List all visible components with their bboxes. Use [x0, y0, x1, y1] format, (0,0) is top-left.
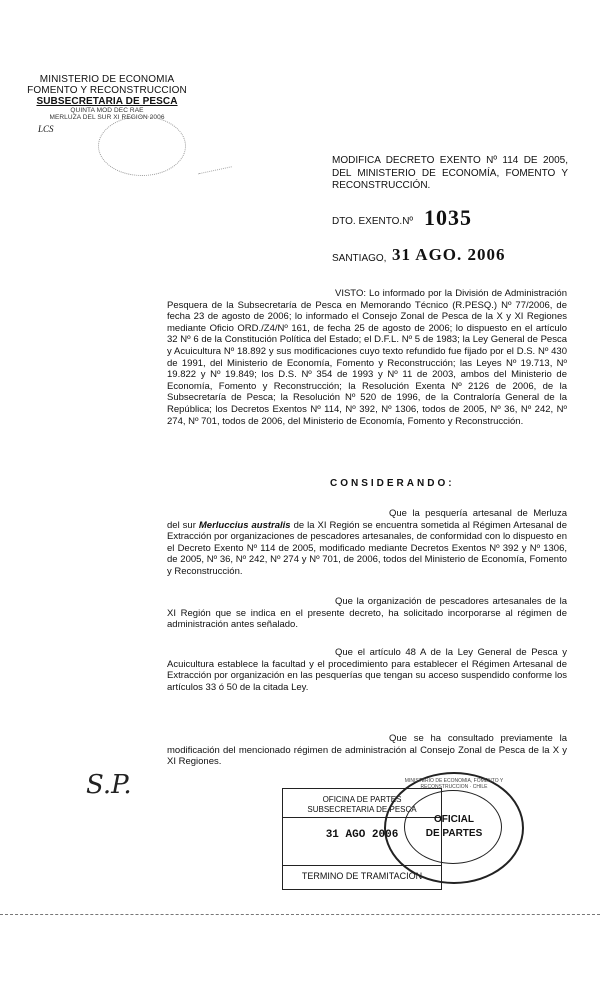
considerando-1	[167, 508, 567, 578]
decree-number-row	[332, 207, 568, 235]
stamp-date: 31 AGO 2006	[325, 829, 399, 841]
decree-date: 31 AGO. 2006	[392, 245, 506, 264]
decree-date-row	[332, 245, 568, 269]
faint-seal-mark	[194, 147, 232, 175]
c1-post: de la XI Región se encuentra sometida al Régimen Artesanal de Extracción por organizaciones de pescadores artesanales, de conformidad con lo dispuesto en el Decreto Exento Nº 114 de 2005, modificado mediante Decretos Exentos Nº 392 y Nº 1306, de 2005, Nº 36, Nº 242, Nº 274 y Nº 701, de 2006, todos del Ministerio de Economía, Fomento y Reconstrucción.	[167, 519, 567, 577]
considerando-3: Que el artículo 48 A de la Ley General de Pesca y Acuicultura establece la facultad y el procedimiento para establecer el Régimen Artesanal de Extracción por organización en las pesquerías que tengan su acceso suspendido conforme los artículos 33 ó 50 de la citada Ley.	[167, 647, 567, 693]
decree-title: MODIFICA DECRETO EXENTO Nº 114 DE 2005, DEL MINISTERIO DE ECONOMÍA, FOMENTO Y RECONSTRUCCIÓN.	[332, 155, 568, 191]
scan-edge-line	[0, 914, 600, 915]
considerando-heading: CONSIDERANDO:	[330, 478, 455, 489]
stamp-line1: OFICINA DE PARTES	[322, 795, 402, 804]
ministry-line1: MINISTERIO DE ECONOMIA	[39, 74, 175, 85]
ref-line1: QUINTA MOD DEC RAE	[70, 107, 144, 114]
considerando-2: Que la organización de pescadores artesanales de la XI Región que se indica en el presente decreto, ha solicitado incorporarse al régimen de administración antes señalado.	[167, 596, 567, 631]
ministry-header	[12, 74, 202, 121]
subsecretaria-line: SUBSECRETARIA DE PESCA	[36, 96, 178, 107]
ministry-line2: FOMENTO Y RECONSTRUCCION	[27, 85, 187, 96]
stamp-termino: TERMINO DE TRAMITACION	[283, 865, 441, 881]
c1-species: Merluccius australis	[198, 519, 291, 531]
decree-label: DTO. EXENTO.Nº	[332, 216, 414, 227]
oficial-stamp-inner	[404, 790, 502, 864]
place-label: SANTIAGO,	[332, 253, 387, 264]
oficial-ring-text: MINISTERIO DE ECONOMIA, FOMENTO Y RECONSTRUCCION · CHILE	[404, 778, 504, 790]
initials: LCS	[38, 124, 54, 134]
oficial-line2: DE PARTES	[425, 828, 483, 839]
considerando-4: Que se ha consultado previamente la modificación del mencionado régimen de administración al Consejo Zonal de Pesca de la X y XI Regiones.	[167, 733, 567, 768]
margin-initials: S.P.	[86, 770, 132, 800]
oficial-line1: OFICIAL	[434, 814, 474, 825]
stamp-line2: SUBSECRETARIA DE PESCA	[283, 805, 441, 818]
c1-pre: Que la pesquería artesanal de Merluza del sur	[167, 508, 567, 531]
ref-line2: MERLUZA DEL SUR XI REGION 2006	[49, 114, 165, 121]
faint-seal	[98, 116, 186, 176]
decree-number: 1035	[424, 205, 472, 230]
oficial-stamp	[384, 772, 524, 884]
visto-paragraph	[167, 288, 567, 427]
visto-text: VISTO: Lo informado por la División de Administración Pesquera de la Subsecretaría de Pesca en Memorando Técnico (R.PESQ.) Nº 77/2006, de fecha 23 de agosto de 2006; lo informado el Consejo Zonal de Pesca de la X y XI Regiones mediante Oficio ORD./Z4/Nº 161, de fecha 25 de agosto de 2006; lo dispuesto en el artículo 32 Nº 6 de la Constitución Política del Estado; el D.F.L. Nº 5 de 1983; la Ley General de Pesca y Acuicultura Nº 18.892 y sus modificaciones cuyo texto refundido fue fijado por el D.S. Nº 430 de 1991, del Ministerio de Economía, Fomento y Reconstrucción; las Leyes Nº 19.713, Nº 19.822 y Nº 19.849; los D.S. Nº 354 de 1993 y Nº 11 de 2003, ambos del Ministerio de Economía, Fomento y Reconstrucción; la Resolución Exenta Nº 2126 de 2006, de la Subsecretaría de Pesca; la Resolución Nº 520 de 1996, de la Contraloría General de la República; los Decretos Exentos Nº 114, Nº 392, Nº 1306, todos de 2005, Nº 36, Nº 242, Nº 274, Nº 701, todos de 2006, del Ministerio de Economía, Fomento y Reconstrucción.	[167, 288, 567, 427]
